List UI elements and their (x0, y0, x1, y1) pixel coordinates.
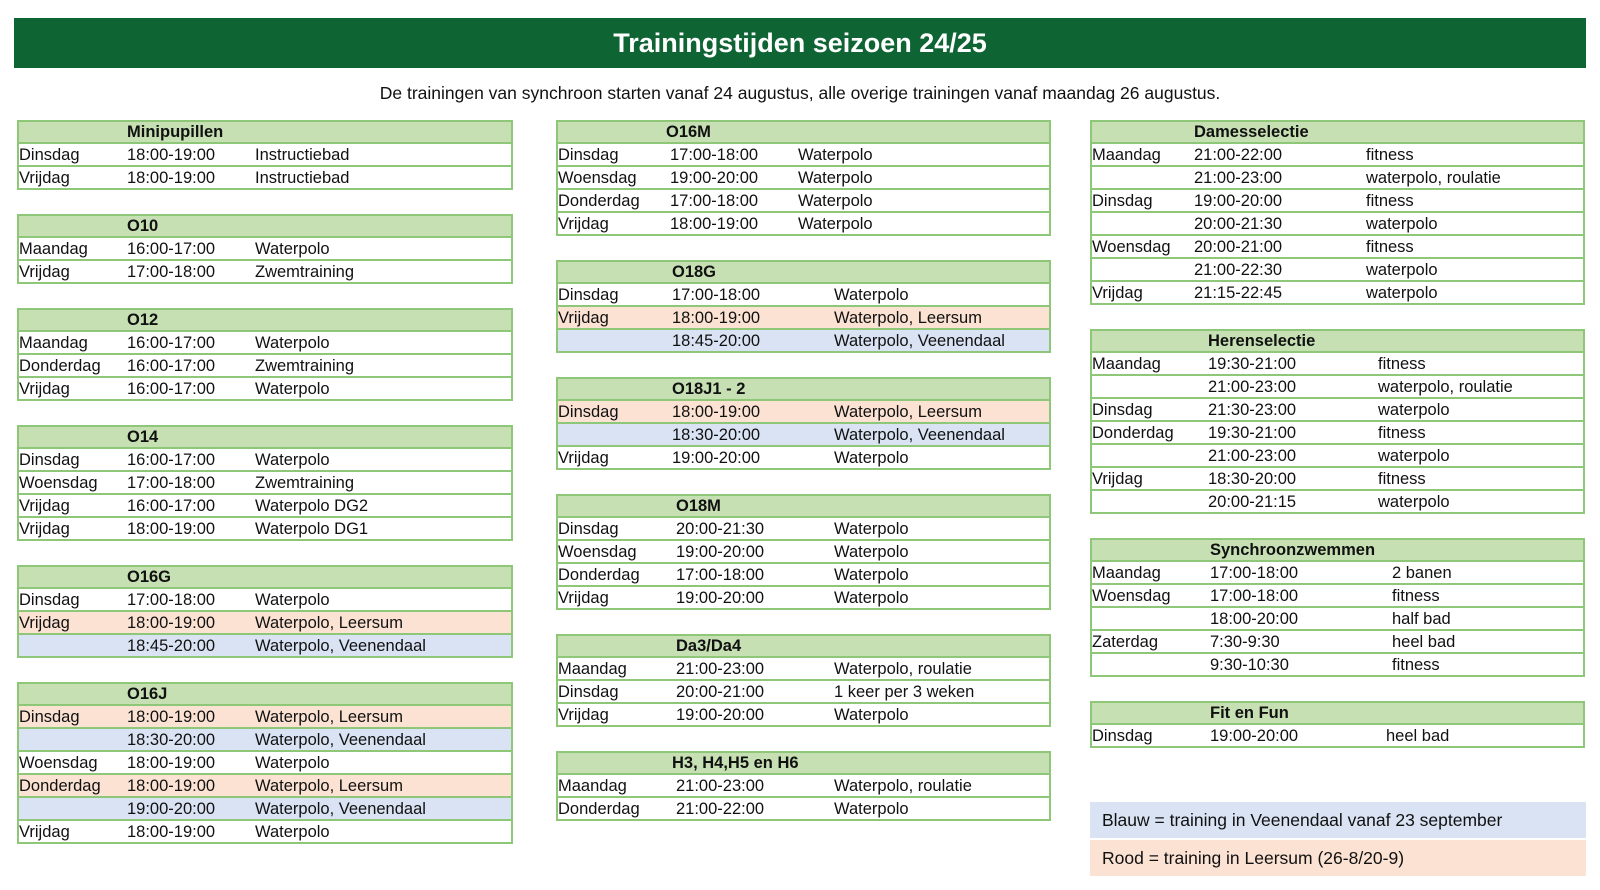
day-cell: Vrijdag (19, 614, 70, 632)
time-cell: 18:45-20:00 (672, 332, 761, 350)
time-cell: 20:00-21:30 (1194, 215, 1283, 233)
activity-cell: fitness (1366, 146, 1414, 164)
day-cell: Dinsdag (558, 683, 619, 701)
schedule-group-o16j (17, 682, 513, 844)
day-cell: Vrijdag (558, 309, 609, 327)
day-cell: Vrijdag (1092, 284, 1143, 302)
day-cell: Maandag (1092, 355, 1161, 373)
time-cell: 17:00-18:00 (1210, 564, 1299, 582)
activity-cell: Waterpolo DG2 (255, 497, 369, 515)
activity-cell: Waterpolo (798, 146, 873, 164)
schedule-row (19, 167, 511, 190)
schedule-row (19, 449, 511, 472)
day-cell: Dinsdag (558, 403, 619, 421)
group-title: O14 (19, 427, 511, 449)
activity-cell: Waterpolo, roulatie (834, 777, 972, 795)
time-cell: 18:30-20:00 (127, 731, 216, 749)
activity-cell: heel bad (1386, 727, 1450, 745)
activity-cell: fitness (1378, 424, 1426, 442)
schedule-row (1092, 190, 1583, 213)
activity-cell: fitness (1392, 587, 1440, 605)
day-cell: Dinsdag (558, 146, 619, 164)
time-cell: 16:00-17:00 (127, 497, 216, 515)
day-cell (19, 729, 127, 750)
activity-cell: 1 keer per 3 weken (834, 683, 975, 701)
schedule-row (19, 821, 511, 844)
schedule-row (558, 704, 1049, 727)
day-cell: Vrijdag (1092, 470, 1143, 488)
schedule-row (1092, 585, 1583, 608)
day-cell: Donderdag (19, 777, 101, 795)
activity-cell: Waterpolo, Leersum (255, 777, 403, 795)
time-cell: 18:00-19:00 (127, 520, 216, 538)
time-cell: 18:00-19:00 (127, 146, 216, 164)
time-cell: 16:00-17:00 (127, 240, 216, 258)
activity-cell: Waterpolo (798, 169, 873, 187)
activity-cell: waterpolo (1366, 284, 1438, 302)
day-cell (1092, 654, 1210, 675)
time-cell: 18:00-19:00 (127, 823, 216, 841)
activity-cell: Waterpolo (834, 589, 909, 607)
schedule-group-o12 (17, 308, 513, 401)
time-cell: 16:00-17:00 (127, 380, 216, 398)
time-cell: 19:30-21:00 (1208, 424, 1297, 442)
activity-cell: Zwemtraining (255, 357, 355, 375)
time-cell: 18:00-19:00 (127, 169, 216, 187)
schedule-row (558, 401, 1049, 424)
time-cell: 21:00-22:30 (1194, 261, 1283, 279)
schedule-row (1092, 353, 1583, 376)
schedule-row (19, 355, 511, 378)
day-cell: Donderdag (558, 192, 640, 210)
activity-cell: waterpolo (1378, 401, 1450, 419)
day-cell: Dinsdag (558, 286, 619, 304)
legend-rood: Rood = training in Leersum (26-8/20-9) (1090, 840, 1586, 876)
schedule-column-right (1090, 120, 1585, 772)
activity-cell: waterpolo (1366, 215, 1438, 233)
time-cell: 18:00-19:00 (672, 309, 761, 327)
time-cell: 17:00-18:00 (127, 474, 216, 492)
activity-cell: Waterpolo (834, 706, 909, 724)
schedule-row (1092, 399, 1583, 422)
activity-cell: Waterpolo (255, 451, 330, 469)
activity-cell: Waterpolo (255, 754, 330, 772)
schedule-row (558, 587, 1049, 610)
group-title: H3, H4,H5 en H6 (558, 753, 1049, 775)
schedule-row (558, 167, 1049, 190)
time-cell: 19:00-20:00 (676, 543, 765, 561)
day-cell (19, 798, 127, 819)
schedule-row (1092, 654, 1583, 677)
activity-cell: fitness (1366, 192, 1414, 210)
day-cell: Vrijdag (19, 823, 70, 841)
activity-cell: Waterpolo, Veenendaal (255, 731, 426, 749)
day-cell: Vrijdag (558, 589, 609, 607)
activity-cell: waterpolo (1378, 493, 1450, 511)
schedule-group-synchroonzwemmen (1090, 538, 1585, 677)
day-cell: Woensdag (1092, 587, 1171, 605)
schedule-column-middle (556, 120, 1051, 845)
day-cell: Dinsdag (1092, 727, 1153, 745)
time-cell: 9:30-10:30 (1210, 656, 1289, 674)
group-title: O18J1 - 2 (558, 379, 1049, 401)
activity-cell: Waterpolo, Veenendaal (255, 800, 426, 818)
day-cell: Dinsdag (558, 520, 619, 538)
time-cell: 17:00-18:00 (676, 566, 765, 584)
activity-cell: half bad (1392, 610, 1451, 628)
time-cell: 20:00-21:00 (676, 683, 765, 701)
time-cell: 21:00-23:00 (1208, 378, 1297, 396)
time-cell: 21:00-23:00 (1194, 169, 1283, 187)
day-cell: Dinsdag (19, 146, 80, 164)
day-cell: Dinsdag (1092, 192, 1153, 210)
schedule-row (558, 658, 1049, 681)
activity-cell: Instructiebad (255, 169, 350, 187)
schedule-row (558, 190, 1049, 213)
group-title: Synchroonzwemmen (1092, 540, 1583, 562)
schedule-row (19, 775, 511, 798)
schedule-row (558, 775, 1049, 798)
schedule-row (558, 284, 1049, 307)
day-cell (558, 424, 672, 445)
time-cell: 20:00-21:00 (1194, 238, 1283, 256)
day-cell: Zaterdag (1092, 633, 1159, 651)
day-cell: Donderdag (19, 357, 101, 375)
schedule-row (19, 635, 511, 658)
activity-cell: Instructiebad (255, 146, 350, 164)
activity-cell: waterpolo (1378, 447, 1450, 465)
activity-cell: fitness (1378, 470, 1426, 488)
time-cell: 19:00-20:00 (676, 706, 765, 724)
day-cell: Vrijdag (19, 380, 70, 398)
time-cell: 18:00-19:00 (672, 403, 761, 421)
time-cell: 21:00-23:00 (676, 660, 765, 678)
time-cell: 19:30-21:00 (1208, 355, 1297, 373)
activity-cell: waterpolo, roulatie (1378, 378, 1513, 396)
group-title: O10 (19, 216, 511, 238)
day-cell: Dinsdag (19, 708, 80, 726)
time-cell: 16:00-17:00 (127, 451, 216, 469)
schedule-row (1092, 422, 1583, 445)
schedule-group-minipupillen (17, 120, 513, 190)
schedule-row (1092, 725, 1583, 748)
schedule-row (1092, 445, 1583, 468)
schedule-group-o10 (17, 214, 513, 284)
activity-cell: Waterpolo (834, 520, 909, 538)
day-cell (1092, 445, 1208, 466)
activity-cell: Waterpolo (834, 286, 909, 304)
time-cell: 21:00-23:00 (676, 777, 765, 795)
season-start-note: De trainingen van synchroon starten vanaf 24 augustus, alle overige trainingen vanaf maandag 26 augustus. (379, 83, 1221, 103)
schedule-row (19, 332, 511, 355)
time-cell: 21:15-22:45 (1194, 284, 1283, 302)
activity-cell: Waterpolo (798, 192, 873, 210)
activity-cell: Waterpolo, Leersum (834, 403, 982, 421)
time-cell: 17:00-18:00 (672, 286, 761, 304)
time-cell: 20:00-21:15 (1208, 493, 1297, 511)
activity-cell: Waterpolo (255, 334, 330, 352)
group-title: O16G (19, 567, 511, 589)
activity-cell: Waterpolo (255, 380, 330, 398)
schedule-row (1092, 144, 1583, 167)
time-cell: 19:00-20:00 (670, 169, 759, 187)
activity-cell: waterpolo, roulatie (1366, 169, 1501, 187)
schedule-row (19, 238, 511, 261)
day-cell (558, 330, 672, 351)
schedule-row (1092, 491, 1583, 514)
schedule-row (1092, 562, 1583, 585)
day-cell: Vrijdag (558, 706, 609, 724)
day-cell: Vrijdag (558, 449, 609, 467)
day-cell: Woensdag (558, 543, 637, 561)
group-title: Herenselectie (1092, 331, 1583, 353)
schedule-row (558, 213, 1049, 236)
time-cell: 17:00-18:00 (1210, 587, 1299, 605)
time-cell: 18:00-20:00 (1210, 610, 1299, 628)
day-cell (1092, 491, 1208, 512)
activity-cell: Waterpolo, Leersum (255, 614, 403, 632)
day-cell: Dinsdag (1092, 401, 1153, 419)
schedule-row (19, 518, 511, 541)
day-cell: Vrijdag (19, 169, 70, 187)
activity-cell: Waterpolo, Leersum (255, 708, 403, 726)
activity-cell: Waterpolo (834, 800, 909, 818)
activity-cell: Waterpolo (798, 215, 873, 233)
time-cell: 18:00-19:00 (127, 777, 216, 795)
activity-cell: Waterpolo (255, 591, 330, 609)
time-cell: 19:00-20:00 (1210, 727, 1299, 745)
schedule-row (558, 330, 1049, 353)
schedule-group-o14 (17, 425, 513, 541)
day-cell: Woensdag (19, 754, 98, 772)
schedule-row (1092, 236, 1583, 259)
day-cell: Vrijdag (558, 215, 609, 233)
day-cell: Maandag (1092, 146, 1161, 164)
time-cell: 18:30-20:00 (672, 426, 761, 444)
schedule-row (558, 424, 1049, 447)
time-cell: 18:30-20:00 (1208, 470, 1297, 488)
activity-cell: Waterpolo, Veenendaal (834, 332, 1005, 350)
time-cell: 17:00-18:00 (670, 192, 759, 210)
time-cell: 18:00-19:00 (127, 614, 216, 632)
schedule-row (558, 144, 1049, 167)
time-cell: 20:00-21:30 (676, 520, 765, 538)
time-cell: 19:00-20:00 (1194, 192, 1283, 210)
activity-cell: Waterpolo (834, 566, 909, 584)
schedule-group-h3-h4-h5-en-h6 (556, 751, 1051, 821)
day-cell: Donderdag (558, 800, 640, 818)
day-cell: Maandag (558, 660, 627, 678)
day-cell (1092, 608, 1210, 629)
group-title: O18M (558, 496, 1049, 518)
schedule-row (1092, 631, 1583, 654)
day-cell: Woensdag (558, 169, 637, 187)
schedule-row (19, 378, 511, 401)
time-cell: 19:00-20:00 (672, 449, 761, 467)
activity-cell: 2 banen (1392, 564, 1452, 582)
schedule-group-herenselectie (1090, 329, 1585, 514)
time-cell: 16:00-17:00 (127, 334, 216, 352)
day-cell: Vrijdag (19, 497, 70, 515)
day-cell: Donderdag (1092, 424, 1174, 442)
day-cell: Maandag (558, 777, 627, 795)
schedule-group-o16m (556, 120, 1051, 236)
schedule-row (558, 541, 1049, 564)
schedule-row (1092, 376, 1583, 399)
time-cell: 7:30-9:30 (1210, 633, 1280, 651)
schedule-row (1092, 282, 1583, 305)
day-cell (1092, 213, 1194, 234)
day-cell: Woensdag (1092, 238, 1171, 256)
activity-cell: fitness (1366, 238, 1414, 256)
schedule-group-o16g (17, 565, 513, 658)
group-title: Fit en Fun (1092, 703, 1583, 725)
schedule-column-left (17, 120, 513, 868)
schedule-row (1092, 259, 1583, 282)
day-cell (19, 635, 127, 656)
day-cell: Woensdag (19, 474, 98, 492)
schedule-row (19, 798, 511, 821)
activity-cell: heel bad (1392, 633, 1456, 651)
day-cell (1092, 167, 1194, 188)
activity-cell: fitness (1378, 355, 1426, 373)
time-cell: 16:00-17:00 (127, 357, 216, 375)
time-cell: 21:00-23:00 (1208, 447, 1297, 465)
schedule-row (19, 495, 511, 518)
schedule-row (19, 752, 511, 775)
activity-cell: Waterpolo (255, 823, 330, 841)
time-cell: 21:00-22:00 (676, 800, 765, 818)
schedule-row (19, 612, 511, 635)
schedule-group-o18m (556, 494, 1051, 610)
group-title: Damesselectie (1092, 122, 1583, 144)
day-cell (1092, 259, 1194, 280)
time-cell: 21:30-23:00 (1208, 401, 1297, 419)
schedule-group-o18j1-2 (556, 377, 1051, 470)
group-title: O16J (19, 684, 511, 706)
time-cell: 21:00-22:00 (1194, 146, 1283, 164)
schedule-row (558, 518, 1049, 541)
day-cell: Vrijdag (19, 263, 70, 281)
legend-blauw: Blauw = training in Veenendaal vanaf 23 september (1090, 802, 1586, 838)
time-cell: 18:00-19:00 (127, 708, 216, 726)
activity-cell: Waterpolo (255, 240, 330, 258)
group-title: O18G (558, 262, 1049, 284)
time-cell: 19:00-20:00 (676, 589, 765, 607)
time-cell: 17:00-18:00 (127, 591, 216, 609)
day-cell: Donderdag (558, 566, 640, 584)
day-cell: Dinsdag (19, 591, 80, 609)
activity-cell: Waterpolo (834, 449, 909, 467)
time-cell: 18:00-19:00 (127, 754, 216, 772)
activity-cell: fitness (1392, 656, 1440, 674)
schedule-row (1092, 608, 1583, 631)
schedule-row (558, 564, 1049, 587)
day-cell: Dinsdag (19, 451, 80, 469)
time-cell: 17:00-18:00 (670, 146, 759, 164)
day-cell: Maandag (19, 240, 88, 258)
schedule-row (558, 447, 1049, 470)
activity-cell: Waterpolo DG1 (255, 520, 369, 538)
activity-cell: Waterpolo, roulatie (834, 660, 972, 678)
schedule-group-da3-da4 (556, 634, 1051, 727)
time-cell: 17:00-18:00 (127, 263, 216, 281)
group-title: Minipupillen (19, 122, 511, 144)
day-cell (1092, 376, 1208, 397)
time-cell: 19:00-20:00 (127, 800, 216, 818)
day-cell: Vrijdag (19, 520, 70, 538)
activity-cell: Waterpolo, Veenendaal (255, 637, 426, 655)
group-title: O12 (19, 310, 511, 332)
schedule-row (558, 307, 1049, 330)
activity-cell: waterpolo (1366, 261, 1438, 279)
schedule-group-damesselectie (1090, 120, 1585, 305)
schedule-row (558, 681, 1049, 704)
day-cell: Maandag (1092, 564, 1161, 582)
schedule-row (558, 798, 1049, 821)
time-cell: 18:45-20:00 (127, 637, 216, 655)
day-cell: Maandag (19, 334, 88, 352)
schedule-row (19, 706, 511, 729)
schedule-row (19, 729, 511, 752)
schedule-row (19, 261, 511, 284)
page-title: Trainingstijden seizoen 24/25 (14, 18, 1586, 68)
time-cell: 18:00-19:00 (670, 215, 759, 233)
activity-cell: Waterpolo (834, 543, 909, 561)
schedule-row (1092, 167, 1583, 190)
group-title: O16M (558, 122, 1049, 144)
schedule-row (1092, 213, 1583, 236)
schedule-group-o18g (556, 260, 1051, 353)
group-title: Da3/Da4 (558, 636, 1049, 658)
schedule-row (19, 472, 511, 495)
schedule-row (19, 144, 511, 167)
schedule-group-fit-en-fun (1090, 701, 1585, 748)
activity-cell: Zwemtraining (255, 474, 355, 492)
activity-cell: Zwemtraining (255, 263, 355, 281)
activity-cell: Waterpolo, Leersum (834, 309, 982, 327)
activity-cell: Waterpolo, Veenendaal (834, 426, 1005, 444)
schedule-row (19, 589, 511, 612)
schedule-row (1092, 468, 1583, 491)
